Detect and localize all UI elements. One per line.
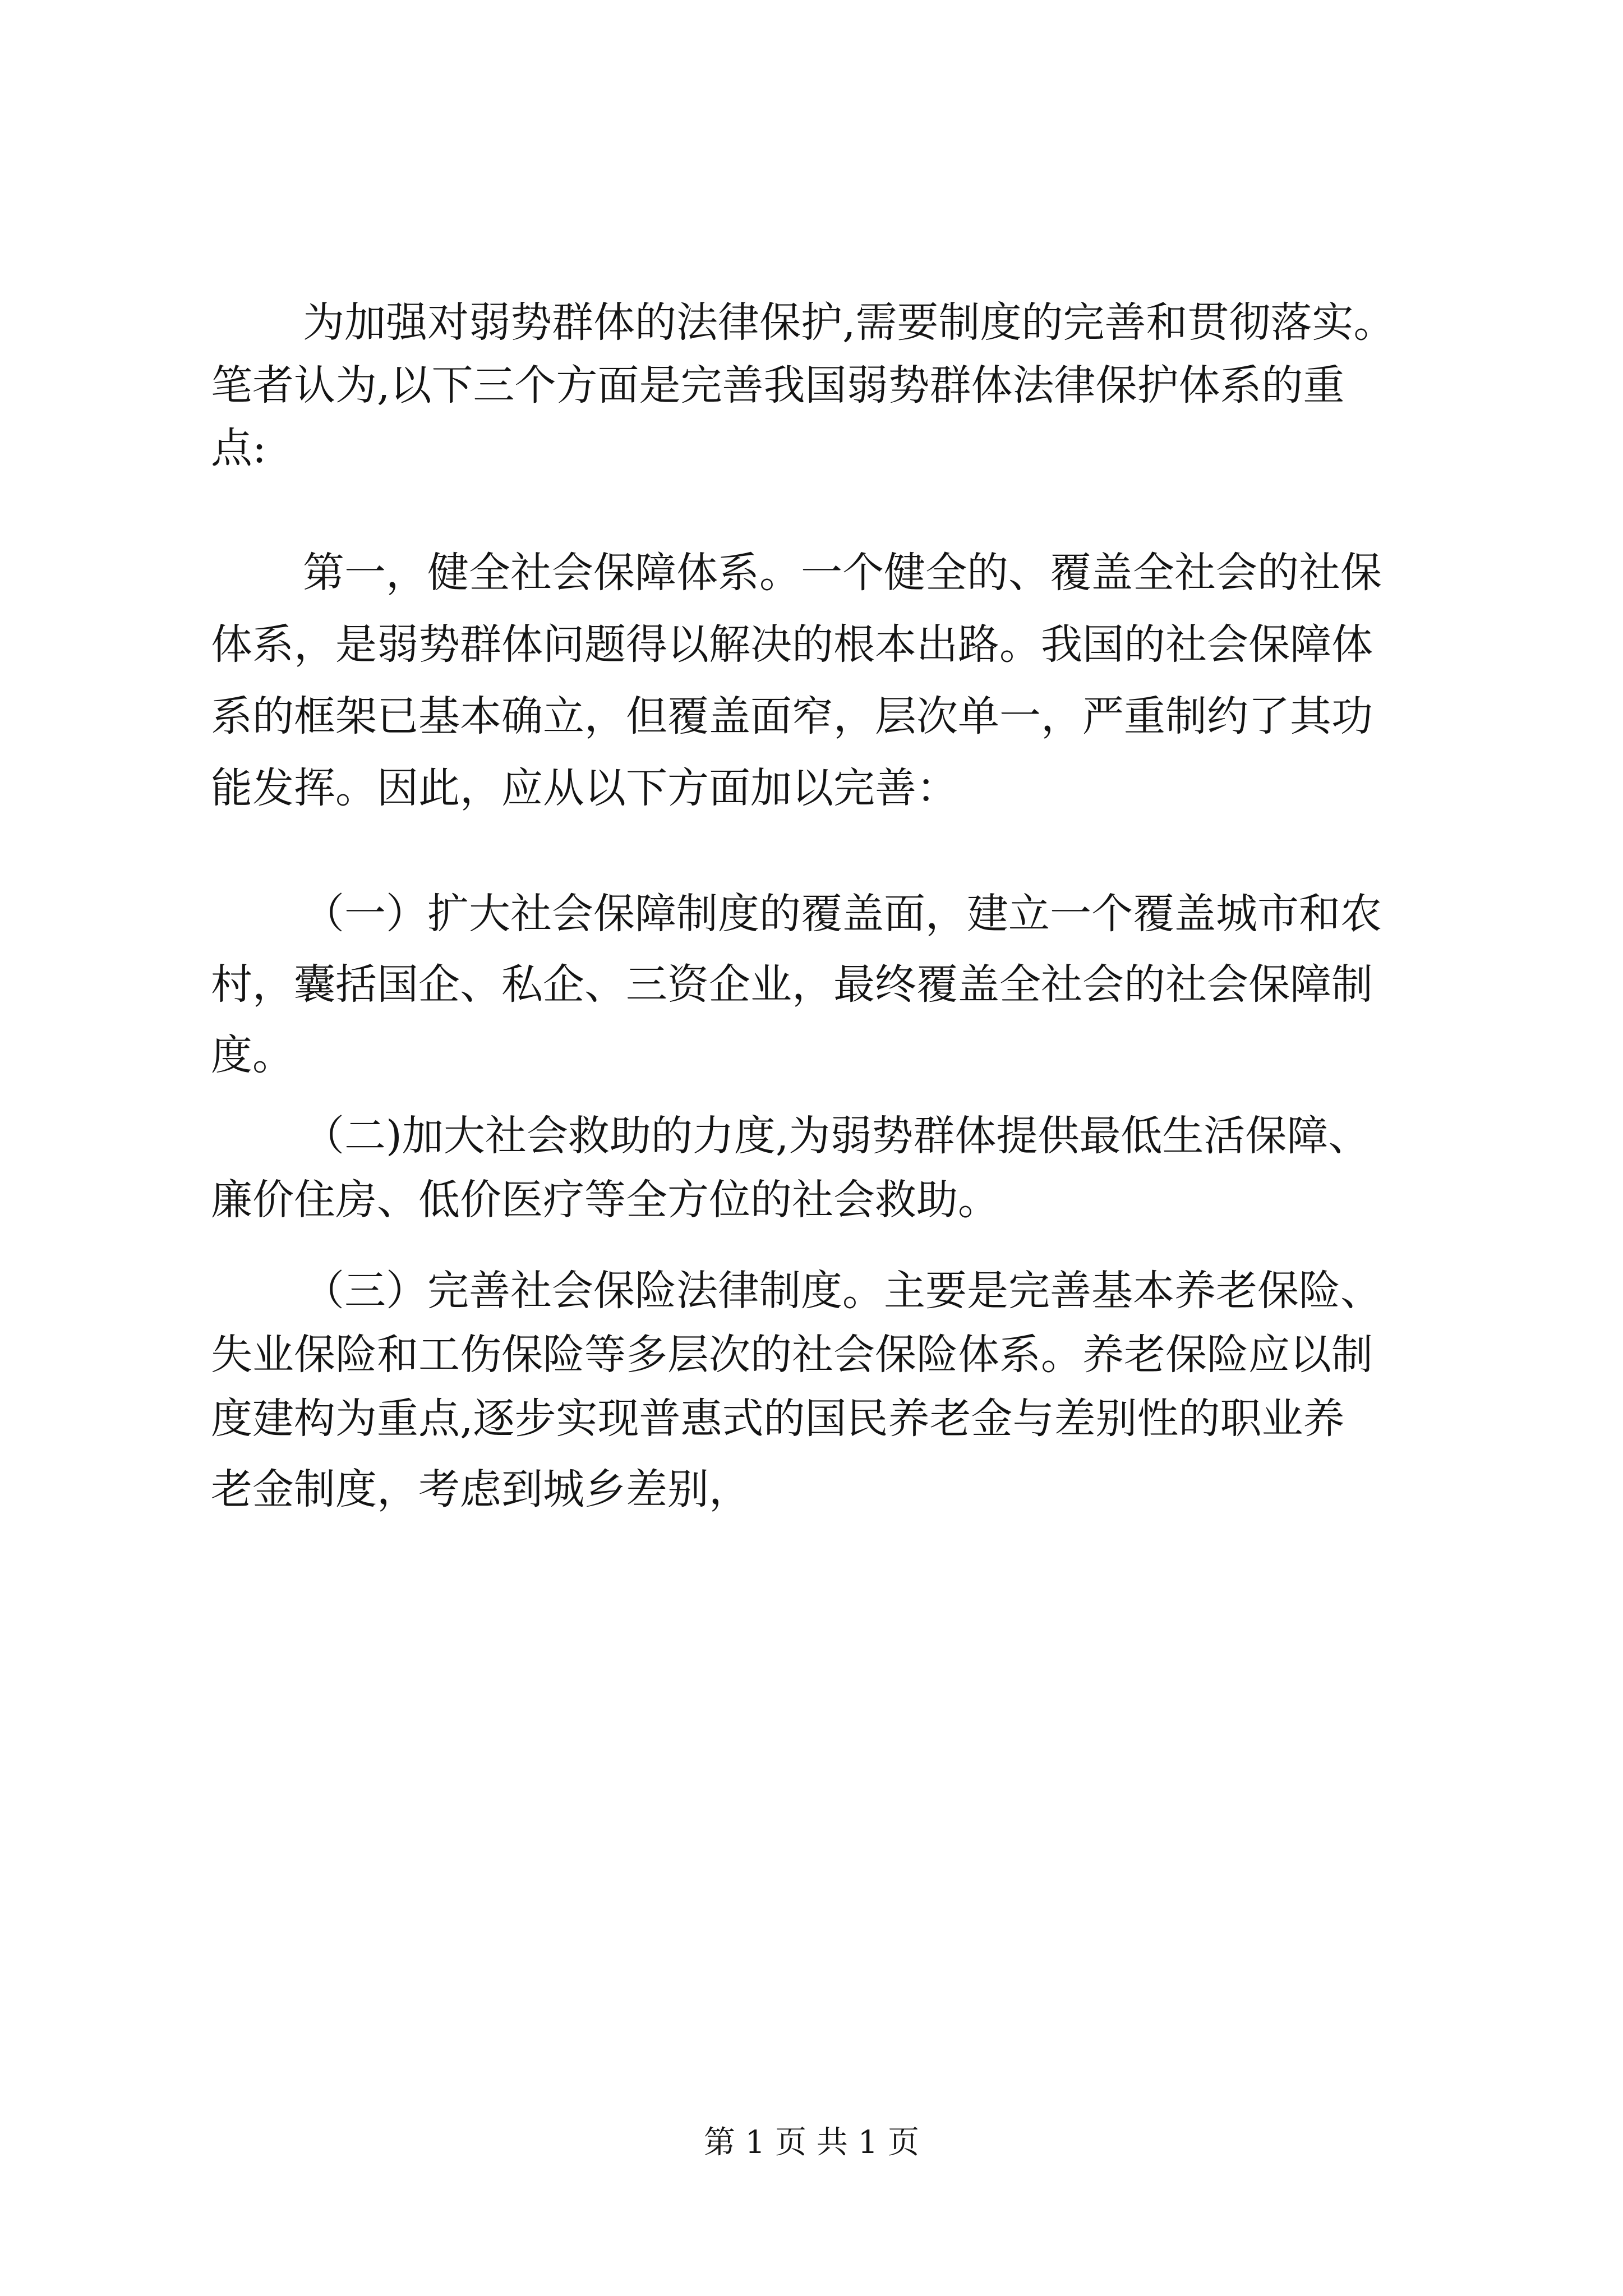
- paragraph-4-line-1: （二)加大社会救助的力度,为弱势群体提供最低生活保障、: [303, 1112, 1370, 1160]
- paragraph-2-line-3: 系的框架已基本确立，但覆盖面窄，层次单一，严重制约了其功: [211, 692, 1373, 740]
- paragraph-2-line-1: 第一，健全社会保障体系。一个健全的、覆盖全社会的社保: [303, 549, 1382, 597]
- paragraph-5-line-4: 老金制度，考虑到城乡差别，: [211, 1465, 750, 1513]
- paragraph-3-line-2: 村，囊括国企、私企、三资企业，最终覆盖全社会的社会保障制: [211, 960, 1373, 1009]
- paragraph-3-line-3: 度。: [211, 1031, 294, 1079]
- paragraph-1-line-1: 为加强对弱势群体的法律保护,需要制度的完善和贯彻落实。: [303, 298, 1395, 347]
- paragraph-5-line-3: 度建构为重点,逐步实现普惠式的国民养老金与差别性的职业养: [211, 1395, 1345, 1443]
- page-number-footer: 第 1 页 共 1 页: [703, 2124, 920, 2161]
- paragraph-5-line-1: （三）完善社会保险法律制度。主要是完善基本养老保险、: [303, 1267, 1382, 1315]
- paragraph-5-line-2: 失业保险和工伤保险等多层次的社会保险体系。养老保险应以制: [211, 1331, 1373, 1379]
- paragraph-2-line-2: 体系，是弱势群体问题得以解决的根本出路。我国的社会保障体: [211, 620, 1373, 669]
- paragraph-4-line-2: 廉价住房、低价医疗等全方位的社会救助。: [211, 1176, 999, 1224]
- paragraph-2-line-4: 能发挥。因此，应从以下方面加以完善：: [211, 764, 958, 812]
- paragraph-1-line-2: 笔者认为,以下三个方面是完善我国弱势群体法律保护体系的重: [211, 361, 1345, 409]
- paragraph-3-line-1: （一）扩大社会保障制度的覆盖面，建立一个覆盖城市和农: [303, 890, 1382, 938]
- paragraph-1-line-3: 点:: [211, 424, 266, 472]
